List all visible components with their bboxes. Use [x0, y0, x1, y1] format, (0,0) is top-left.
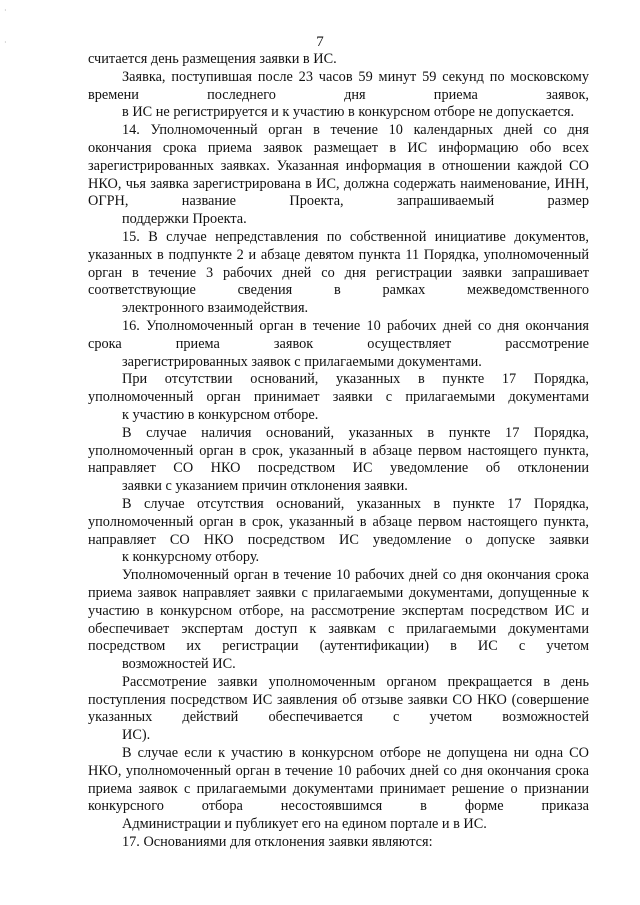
document-body [88, 51, 589, 852]
paragraph-7: В случае наличия оснований, указанных в пункте 17 Порядка, уполномоченный орган в срок, указанный в абзаце первом настоящего пункта, направляет СО НКО посредством ИС уведомление об отклонении заявки с указанием причин отклонения заявки. [88, 424, 589, 495]
paragraph-5: 16. Уполномоченный орган в течение 10 рабочих дней со дня окончания срока приема заявок осуществляет рассмотрение зарегистрированных заявок с прилагаемыми документами. [88, 317, 589, 370]
paragraph-6: При отсутствии оснований, указанных в пункте 17 Порядка, уполномоченный орган принимает заявки с прилагаемыми документами к участию в конкурсном отборе. [88, 371, 589, 423]
paragraph-1: считается день размещения заявки в ИС. [88, 51, 337, 67]
paragraph-3: 14. Уполномоченный орган в течение 10 календарных дней со дня окончания срока приема заявок размещает в ИС информацию обо всех зарегистрированных заявках. Указанная информация в отношении каждой СО НКО, чья заявка зарегистрирована в ИС, должна содержать наименование, ИНН, ОГРН, название Проекта, запрашиваемый размер поддержки Проекта. [88, 122, 589, 228]
paragraph-10: Рассмотрение заявки уполномоченным органом прекращается в день поступления посредством ИС заявления об отзыве заявки СО НКО (совершение указанных действий обеспечивается с учетом возможностей ИС). [88, 673, 589, 744]
paragraph-4: 15. В случае непредставления по собственной инициативе документов, указанных в подпункте 2 и абзаце девятом пункта 11 Порядка, уполномоченный орган в течение 3 рабочих дней со дня регистрации заявки запрашивает соответствующие сведения в рамках межведомственного электронного взаимодействия. [88, 228, 589, 317]
page-number: 7 [316, 34, 324, 50]
paragraph-2: Заявка, поступившая после 23 часов 59 минут 59 секунд по московскому времени последнего дня приема заявок, в ИС не регистрируется и к участию в конкурсном отборе не допускается. [88, 68, 589, 121]
scan-mark: · [4, 38, 7, 47]
paragraph-8: В случае отсутствия оснований, указанных в пункте 17 Порядка, уполномоченный орган в срок, указанный в абзаце первом настоящего пункта, направляет СО НКО посредством ИС уведомление о допуске заявки к конкурсному отбору. [88, 495, 589, 566]
scan-mark: · [4, 6, 7, 15]
paragraph-9: Уполномоченный орган в течение 10 рабочих дней со дня окончания срока приема заявок направляет заявки с прилагаемыми документами, допущенные к участию в конкурсном отборе, на рассмотрение экспертам посредством ИС и обеспечивает экспертам доступ к заявкам с прилагаемыми документами посредством их регистрации (аутентификации) в ИС с учетом возможностей ИС. [88, 567, 589, 673]
paragraph-11: В случае если к участию в конкурсном отборе не допущена ни одна СО НКО, уполномоченный орган в течение 10 рабочих дней со дня окончания срока приема заявок с прилагаемыми документами принимает решение о признании конкурсного отбора несостоявшимся в форме приказа Администрации и публикует его на едином портале и в ИС. [88, 745, 589, 833]
paragraph-12: 17. Основаниями для отклонения заявки являются: [122, 834, 433, 851]
